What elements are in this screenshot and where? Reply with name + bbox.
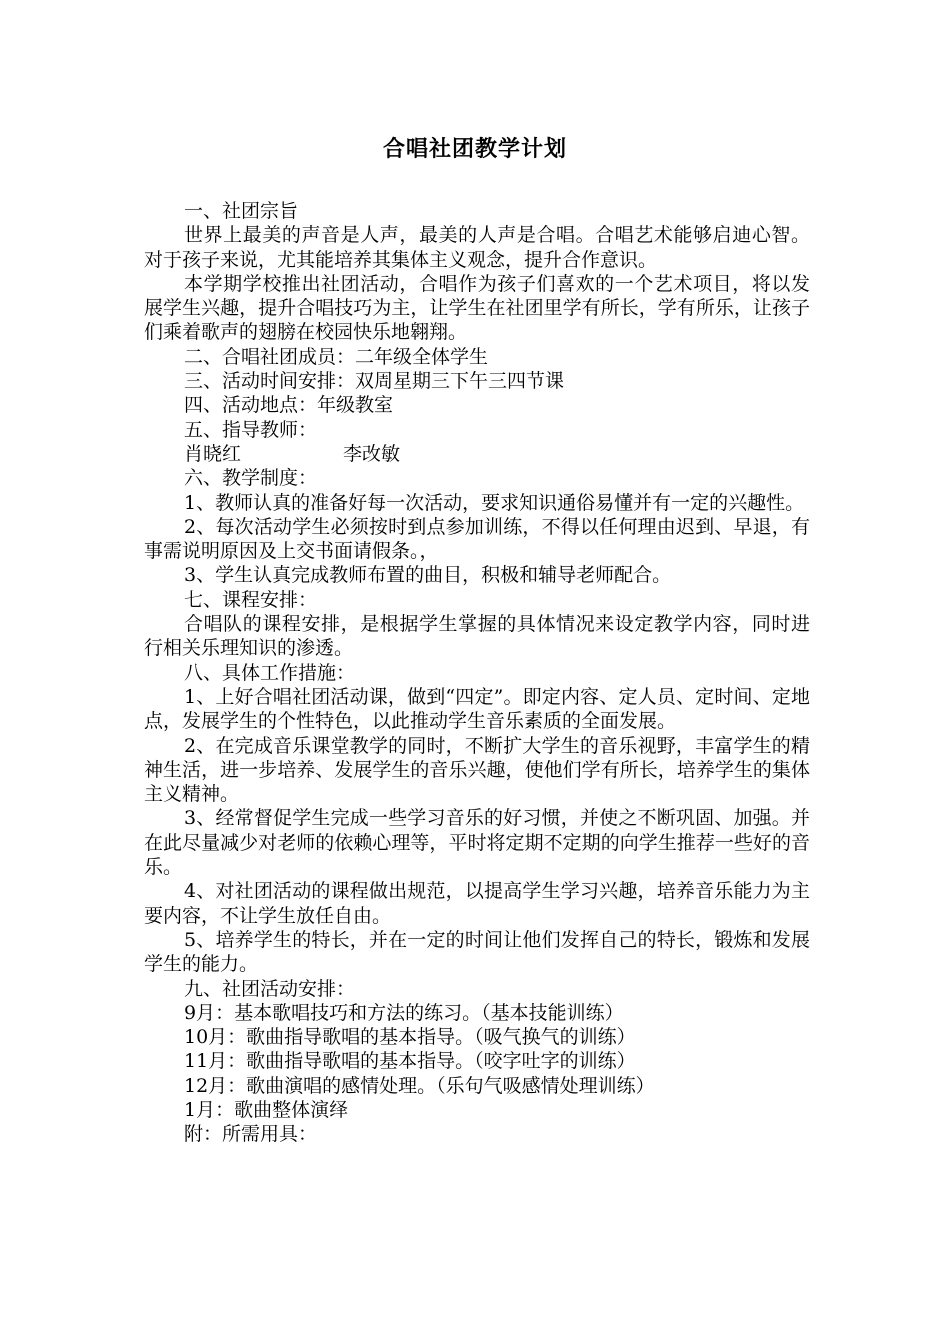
paragraph-course: 合唱队的课程安排，是根据学生掌握的具体情况来设定教学内容，同时进行相关乐理知识的渗透。 bbox=[144, 613, 810, 660]
section-heading-teachers: 五、指导教师： bbox=[184, 418, 318, 441]
rule-item-3: 3、学生认真完成教师布置的曲目，积极和辅导老师配合。 bbox=[184, 564, 672, 587]
rule-item-1: 1、教师认真的准备好每一次活动，要求知识通俗易懂并有一定的兴趣性。 bbox=[184, 491, 805, 514]
section-heading-course: 七、课程安排： bbox=[184, 588, 318, 611]
measure-item-4: 4、对社团活动的课程做出规范，以提高学生学习兴趣，培养音乐能力为主要内容，不让学生放任自由。 bbox=[144, 880, 810, 927]
schedule-item-october: 10月：歌曲指导歌唱的基本指导。（吸气换气的训练） bbox=[184, 1026, 636, 1049]
rule-item-2: 2、每次活动学生必须按时到点参加训练，不得以任何理由迟到、早退，有事需说明原因及上交书面请假条。， bbox=[144, 515, 810, 563]
measure-item-5: 5、培养学生的特长，并在一定的时间让他们发挥自己的特长，锻炼和发展学生的能力。 bbox=[144, 928, 810, 976]
teacher-names bbox=[144, 442, 810, 466]
teacher-name-1: 肖晓红 bbox=[184, 442, 242, 465]
schedule-list bbox=[144, 977, 810, 1147]
section-location: 四、活动地点：年级教室 bbox=[184, 394, 394, 417]
measure-item-1: 1、上好合唱社团活动课，做到“四定”。即定内容、定人员、定时间、定地点，发展学生的个性特色，以此推动学生音乐素质的全面发展。 bbox=[144, 685, 810, 733]
schedule-item-january: 1月：歌曲整体演绎 bbox=[184, 1098, 349, 1121]
paragraph-purpose-2: 本学期学校推出社团活动，合唱作为孩子们喜欢的一个艺术项目，将以发展学生兴趣，提升合唱技巧为主，让学生在社团里学有所长，学有所乐，让孩子们乘着歌声的翅膀在校园快乐地翱翔。 bbox=[144, 272, 810, 344]
section-heading-rules: 六、教学制度： bbox=[184, 467, 318, 490]
teacher-name-2: 李改敏 bbox=[343, 442, 401, 465]
measure-item-2: 2、在完成音乐课堂教学的同时，不断扩大学生的音乐视野，丰富学生的精神生活，进一步培养、发展学生的音乐兴趣，使他们学有所长，培养学生的集体主义精神。 bbox=[144, 734, 810, 806]
schedule-item-september: 9月：基本歌唱技巧和方法的练习。（基本技能训练） bbox=[184, 1001, 624, 1024]
section-members: 二、合唱社团成员：二年级全体学生 bbox=[184, 345, 489, 368]
document-body bbox=[144, 199, 810, 1147]
measure-item-3: 3、经常督促学生完成一些学习音乐的好习惯，并使之不断巩固、加强。并在此尽量减少对老师的依赖心理等，平时将定期不定期的向学生推荐一些好的音乐。 bbox=[144, 807, 810, 879]
section-heading-schedule: 九、社团活动安排： bbox=[184, 977, 356, 1000]
section-time: 三、活动时间安排：双周星期三下午三四节课 bbox=[184, 370, 565, 393]
section-heading-purpose: 一、社团宗旨 bbox=[184, 200, 299, 222]
paragraph-purpose-1: 世界上最美的声音是人声，最美的人声是合唱。合唱艺术能够启迪心智。对于孩子来说，尤其能培养其集体主义观念，提升合作意识。 bbox=[144, 224, 810, 271]
schedule-item-november: 11月：歌曲指导歌唱的基本指导。（咬字吐字的训练） bbox=[184, 1050, 636, 1073]
schedule-item-december: 12月：歌曲演唱的感情处理。（乐句气吸感情处理训练） bbox=[184, 1074, 655, 1097]
document-title: 合唱社团教学计划 bbox=[382, 137, 567, 162]
section-heading-measures: 八、具体工作措施： bbox=[184, 661, 356, 684]
appendix-line: 附：所需用具： bbox=[184, 1123, 318, 1146]
